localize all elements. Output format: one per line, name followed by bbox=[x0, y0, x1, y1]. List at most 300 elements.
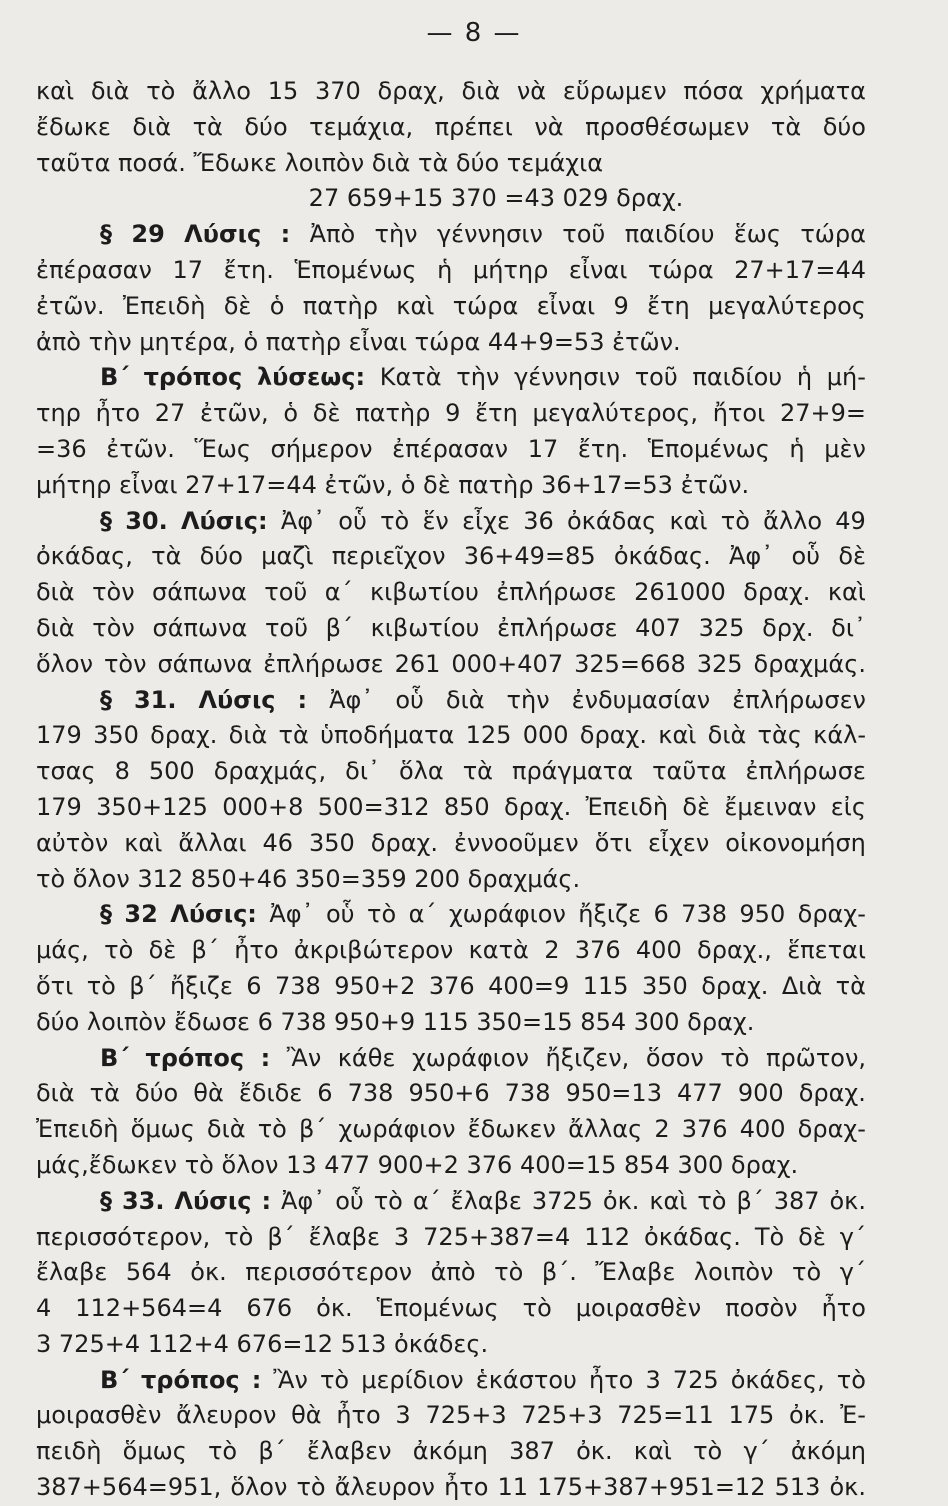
text-word: κιβωτίου bbox=[370, 613, 480, 642]
text-word: τὸ ὅλον 312 850+46 350=359 200 δραχμάς. bbox=[36, 864, 581, 893]
text-word: τὸ bbox=[86, 971, 116, 1000]
text-word: 3725 bbox=[531, 1186, 593, 1215]
section-heading-word: : bbox=[261, 1186, 272, 1215]
section-heading-word: Λύσις bbox=[174, 1186, 252, 1215]
text-word: 725+3 bbox=[425, 1401, 507, 1430]
text-word: τὸ bbox=[380, 506, 410, 535]
text-line bbox=[36, 1291, 866, 1327]
text-word: ὅτι bbox=[594, 828, 632, 857]
text-word: ἐπλήρωσε bbox=[497, 613, 618, 642]
text-word: ἕως bbox=[733, 220, 781, 249]
text-word: μήτηρ bbox=[472, 255, 549, 284]
text-word: 325 bbox=[696, 649, 743, 678]
text-word: 900 bbox=[737, 1079, 784, 1108]
text-word: κατὰ bbox=[468, 936, 529, 965]
text-word: 4 bbox=[36, 1294, 52, 1323]
text-line bbox=[36, 826, 866, 862]
text-word: β΄ bbox=[325, 613, 353, 642]
text-word: περισσότερον, bbox=[36, 1222, 211, 1251]
text-word: δύο bbox=[822, 112, 866, 141]
text-word: τὸ bbox=[104, 936, 134, 965]
text-word: εὕρωμεν bbox=[562, 77, 667, 105]
text-word: ἤξιζεν, bbox=[545, 1043, 630, 1072]
section-heading-word: § bbox=[100, 685, 112, 714]
text-word: τὰ bbox=[278, 721, 309, 750]
text-word: ἐτῶν. bbox=[36, 291, 105, 320]
text-word: 400 bbox=[635, 936, 682, 965]
text-word: τσας bbox=[36, 757, 96, 786]
text-word: 6 bbox=[317, 1079, 333, 1108]
text-word: τὸ bbox=[697, 1186, 727, 1215]
text-word: β΄ bbox=[258, 1437, 286, 1466]
text-word: οἰκονομήση bbox=[725, 828, 866, 857]
text-word: β΄ bbox=[736, 1186, 764, 1215]
text-word: θὰ bbox=[291, 1401, 322, 1430]
text-word: ἡ bbox=[789, 434, 805, 463]
text-word: 376 bbox=[681, 1115, 728, 1144]
text-word: 500=312 bbox=[317, 792, 430, 821]
text-word: 350 bbox=[309, 828, 355, 857]
text-word: 11 bbox=[497, 1473, 529, 1502]
text-word: Ἑπομένως bbox=[294, 255, 417, 284]
text-word: μάς, bbox=[36, 936, 89, 965]
text-word: προσθέσωμεν bbox=[585, 112, 750, 141]
text-word: ὀκ. bbox=[190, 1258, 227, 1287]
text-word: τὰ bbox=[89, 1079, 120, 1108]
text-word: δρχ. bbox=[762, 613, 814, 642]
section-heading-word: : bbox=[297, 685, 308, 714]
text-word: β΄ bbox=[267, 1222, 295, 1251]
text-word: νὰ bbox=[534, 112, 564, 141]
text-word: ὀκ. bbox=[576, 1437, 613, 1466]
text-word: τώρα bbox=[647, 255, 714, 284]
text-word: 27 659+15 370 =43 029 δραχ. bbox=[308, 184, 684, 213]
text-word: Τὸ bbox=[754, 1222, 785, 1251]
text-word: γ΄ bbox=[839, 1258, 866, 1287]
text-word: ἐπλήρωσε bbox=[745, 757, 866, 786]
section-heading-line bbox=[36, 897, 866, 933]
text-word: ἄλλαι bbox=[178, 828, 247, 857]
text-line bbox=[36, 1255, 866, 1291]
text-line bbox=[36, 754, 866, 790]
text-word: δραχμάς. bbox=[753, 649, 866, 678]
section-heading-line bbox=[36, 1184, 866, 1220]
text-word: 17 bbox=[172, 255, 204, 284]
text-word: ἔμειναν bbox=[724, 792, 817, 821]
section-heading-word: 29 bbox=[131, 220, 165, 249]
text-word: νὰ bbox=[516, 77, 547, 105]
text-word: οὗ bbox=[338, 506, 367, 535]
text-word: μοιρασθὲν bbox=[575, 1294, 702, 1323]
text-word: μεγαλύτερος, bbox=[532, 399, 698, 428]
text-word: Διὰ bbox=[781, 971, 823, 1000]
text-word: β΄ bbox=[298, 1115, 327, 1144]
section-heading-word: Β΄ bbox=[100, 1365, 129, 1394]
text-word: διὰ bbox=[461, 77, 501, 105]
text-word: μερίδιον bbox=[361, 1365, 464, 1394]
text-word: Ἀφ᾿ bbox=[728, 542, 774, 571]
text-word: δύο bbox=[199, 542, 243, 571]
text-word: θὰ bbox=[193, 1079, 224, 1108]
equation-line bbox=[36, 181, 866, 217]
text-word: 376 bbox=[574, 936, 621, 965]
section-heading-word: : bbox=[280, 220, 291, 249]
text-word: 950+6 bbox=[408, 1079, 490, 1108]
text-word: Κατὰ bbox=[379, 363, 442, 392]
text-word: ἔλαβε bbox=[36, 1258, 108, 1287]
text-line bbox=[36, 74, 866, 110]
text-word: ἦτο bbox=[444, 1473, 489, 1502]
text-line bbox=[36, 1220, 866, 1256]
text-word: μεγαλύτερος bbox=[708, 291, 866, 320]
text-word: Ἀφ᾿ bbox=[281, 1186, 326, 1215]
text-word: καὶ bbox=[633, 1437, 672, 1466]
text-word: χωράφιον bbox=[448, 900, 566, 929]
text-word: πατὴρ bbox=[302, 291, 378, 320]
text-word: 179 bbox=[36, 792, 82, 821]
text-word: ἔτη. bbox=[577, 434, 629, 463]
text-word: Ἕως bbox=[194, 434, 251, 463]
text-word: ὅσον bbox=[645, 1043, 704, 1072]
text-word: τὸν bbox=[92, 613, 135, 642]
text-word: 950 bbox=[739, 900, 786, 929]
text-word: ἔλαβεν bbox=[306, 1437, 392, 1466]
text-word: τεμάχια, bbox=[309, 112, 414, 141]
text-line bbox=[36, 110, 866, 146]
text-word: ἔλαβε bbox=[450, 1186, 522, 1215]
text-word: 6 bbox=[653, 900, 669, 929]
text-word: διὰ bbox=[206, 1115, 246, 1144]
text-word: τὸ bbox=[207, 1437, 238, 1466]
text-word: τὰ bbox=[151, 542, 182, 571]
text-line bbox=[36, 1148, 866, 1184]
text-line bbox=[36, 468, 866, 504]
text-word: ὅτι bbox=[36, 971, 74, 1000]
section-heading-word: : bbox=[251, 1365, 262, 1394]
text-word: τοῦ bbox=[634, 363, 678, 392]
text-word: γ΄ bbox=[743, 1437, 770, 1466]
text-word: δύο bbox=[244, 112, 288, 141]
text-word: σάπωνα bbox=[152, 578, 247, 607]
section-heading-line bbox=[36, 1363, 866, 1399]
text-word: Ἂν bbox=[286, 1043, 322, 1072]
text-word: περιεῖχον bbox=[331, 542, 446, 571]
text-word: 400 bbox=[739, 1115, 786, 1144]
text-word: τὰ bbox=[770, 112, 802, 141]
text-word: ὁ bbox=[283, 399, 299, 428]
text-word: πειδὴ bbox=[36, 1437, 102, 1466]
text-word: ἕν bbox=[422, 506, 449, 535]
text-line bbox=[36, 790, 866, 826]
text-word: ὀκάδας. bbox=[613, 542, 711, 571]
section-heading-word: Β΄ bbox=[100, 1043, 129, 1072]
text-word: δραχ. bbox=[150, 721, 218, 750]
text-word: ἀπὸ τὴν μητέρα, ὁ πατὴρ εἶναι τώρα 44+9=53 ἐτῶν. bbox=[36, 327, 681, 356]
text-word: Ἑπομένως bbox=[376, 1294, 499, 1323]
text-word: ὀκ. bbox=[316, 1294, 353, 1323]
text-word: 179 bbox=[36, 721, 82, 750]
text-line bbox=[36, 539, 866, 575]
text-word: τοῦ bbox=[562, 220, 606, 249]
text-word: β΄ bbox=[129, 971, 157, 1000]
text-line bbox=[36, 253, 866, 289]
text-word: 125 bbox=[465, 721, 512, 750]
text-line bbox=[36, 1112, 866, 1148]
text-word: οὗ bbox=[326, 900, 355, 929]
text-word: καὶ bbox=[124, 828, 163, 857]
text-word: ἄλλο bbox=[192, 77, 251, 105]
text-word: κάθε bbox=[337, 1043, 396, 1072]
text-line bbox=[36, 969, 866, 1005]
text-word: τὰ bbox=[192, 112, 223, 141]
text-word: ἦτο bbox=[336, 1401, 381, 1430]
text-word: 564 bbox=[125, 1258, 172, 1287]
text-word: Ἀπὸ bbox=[309, 220, 356, 249]
text-word: ἀκριβώτερον bbox=[293, 936, 454, 965]
text-word: εἶναι bbox=[536, 291, 596, 320]
text-word: τὸ bbox=[319, 1365, 350, 1394]
text-line bbox=[36, 289, 866, 325]
text-word: τὸ bbox=[224, 1222, 254, 1251]
text-word: τὰ bbox=[462, 757, 493, 786]
text-word: 500 bbox=[148, 757, 195, 786]
text-word: χωράφιον bbox=[411, 1043, 529, 1072]
text-word: οὗ bbox=[395, 685, 424, 714]
text-word: 000+8 bbox=[222, 792, 304, 821]
text-word: τὸ bbox=[522, 1294, 552, 1323]
text-word: τὸ bbox=[146, 77, 176, 105]
text-line bbox=[36, 432, 866, 468]
section-heading-word: § bbox=[100, 506, 112, 535]
text-word: ἄλλας bbox=[568, 1115, 643, 1144]
text-word: ἐπέρασαν bbox=[36, 255, 152, 284]
text-word: δραχμάς, bbox=[213, 757, 327, 786]
text-word: β΄ bbox=[191, 936, 219, 965]
text-word: 370 bbox=[315, 77, 361, 105]
text-word: μήτηρ εἶναι 27+17=44 ἐτῶν, ὁ δὲ πατὴρ 36+17=53 ἐτῶν. bbox=[36, 470, 750, 499]
text-word: δραχ- bbox=[797, 1115, 866, 1144]
section-heading-word: Β΄ bbox=[100, 363, 129, 392]
text-word: ὀκάδες, bbox=[730, 1365, 825, 1394]
text-word: δύο λοιπὸν ἔδωσε 6 738 950+9 115 350=15 854 300 δραχ. bbox=[36, 1007, 755, 1036]
text-word: δι᾿ bbox=[831, 613, 866, 642]
text-word: 9 bbox=[445, 399, 461, 428]
text-word: ὅμως bbox=[130, 1115, 195, 1144]
text-word: πόσα bbox=[683, 77, 744, 105]
text-word: ἐτῶν. bbox=[106, 434, 175, 463]
text-word: ὑποδήματα bbox=[320, 721, 455, 750]
text-word: 725+387=4 bbox=[423, 1222, 571, 1251]
text-word: δὲ bbox=[682, 792, 711, 821]
text-line bbox=[36, 611, 866, 647]
text-word: ἐπλήρωσε bbox=[496, 578, 617, 607]
text-word: ἄλευρον bbox=[334, 1473, 435, 1502]
text-line bbox=[36, 1434, 866, 1470]
text-word: 725=11 bbox=[617, 1401, 714, 1430]
text-word: δραχ, bbox=[377, 77, 445, 105]
text-line bbox=[36, 1005, 866, 1041]
text-word: ἔτη. bbox=[223, 255, 274, 284]
text-word: κιβωτίου bbox=[370, 578, 479, 607]
text-word: ἐπλήρωσε bbox=[263, 649, 384, 678]
text-word: ἀκόμη bbox=[790, 1437, 866, 1466]
section-heading-word: § bbox=[100, 1186, 112, 1215]
text-word: ὀκάδας bbox=[566, 506, 657, 535]
text-line bbox=[36, 647, 866, 683]
text-word: τὸ bbox=[494, 1258, 524, 1287]
text-line bbox=[36, 1470, 866, 1506]
text-word: 8 bbox=[114, 757, 130, 786]
text-word: τὸ bbox=[720, 506, 750, 535]
text-word: πράγματα bbox=[512, 757, 634, 786]
text-word: ὀκ. bbox=[829, 1473, 866, 1502]
text-word: καὶ bbox=[36, 77, 75, 105]
text-word: μὲν bbox=[824, 434, 866, 463]
text-word: Ἂν bbox=[273, 1365, 308, 1394]
section-heading-line bbox=[36, 360, 866, 396]
text-word: δραχ. bbox=[701, 971, 769, 1000]
text-word: 950+2 bbox=[334, 971, 416, 1000]
section-heading-line bbox=[36, 504, 866, 540]
section-heading-word: Λύσις: bbox=[170, 900, 257, 929]
text-word: 175 bbox=[728, 1401, 775, 1430]
text-word: Ἐ- bbox=[840, 1401, 866, 1430]
text-word: ἔτη bbox=[647, 291, 690, 320]
text-word: ποσὸν bbox=[725, 1294, 798, 1323]
text-word: ἐνδυμασίαν bbox=[571, 685, 711, 714]
text-word: ἀπὸ bbox=[430, 1258, 476, 1287]
text-word: 2 bbox=[654, 1115, 670, 1144]
text-word: δραχ., bbox=[697, 936, 772, 965]
text-word: Ἐπειδὴ bbox=[585, 792, 669, 821]
text-word: δύο bbox=[134, 1079, 179, 1108]
text-word: γέννησιν bbox=[436, 220, 543, 249]
text-word: Ἀφ᾿ bbox=[280, 506, 326, 535]
text-word: τὸ bbox=[720, 1043, 750, 1072]
section-heading-word: Λύσις: bbox=[180, 506, 268, 535]
text-word: 17 bbox=[527, 434, 559, 463]
text-word: τὰς bbox=[757, 721, 802, 750]
text-word: διὰ bbox=[36, 578, 75, 607]
section-heading-word: § bbox=[100, 220, 112, 249]
text-word: 350+125 bbox=[96, 792, 208, 821]
text-word: Ἐπειδὴ bbox=[122, 291, 206, 320]
text-word: τώρα bbox=[800, 220, 866, 249]
text-word: ἔδιδε bbox=[238, 1079, 303, 1108]
text-word: χρήματα bbox=[760, 77, 866, 105]
text-word: ἡ bbox=[796, 363, 813, 392]
text-word: 725 bbox=[672, 1365, 719, 1394]
text-word: τὴν bbox=[506, 685, 550, 714]
text-word: 387 bbox=[509, 1437, 555, 1466]
text-word: πατὴρ bbox=[355, 399, 431, 428]
text-word: 387+564=951, bbox=[36, 1473, 222, 1502]
text-word: δραχ. bbox=[798, 1079, 866, 1108]
text-line bbox=[36, 862, 866, 898]
text-word: καὶ bbox=[649, 1186, 688, 1215]
text-word: 513 bbox=[774, 1473, 821, 1502]
body-text bbox=[36, 74, 866, 1506]
text-word: πρῶτον, bbox=[766, 1043, 866, 1072]
text-word: σάπωνα bbox=[152, 613, 248, 642]
text-word: χωράφιον bbox=[338, 1115, 456, 1144]
text-word: ὀκάδας. bbox=[644, 1222, 741, 1251]
text-word: 261000 bbox=[634, 578, 726, 607]
section-heading-word: 32 bbox=[124, 900, 158, 929]
text-word: α΄ bbox=[412, 1186, 441, 1215]
text-line bbox=[36, 718, 866, 754]
text-word: διὰ bbox=[445, 685, 485, 714]
text-word: 325=668 bbox=[574, 649, 686, 678]
text-word: ἤξιζε bbox=[170, 971, 233, 1000]
text-word: 738 bbox=[504, 1079, 551, 1108]
text-word: 27+17=44 bbox=[734, 255, 866, 284]
section-heading-word: : bbox=[260, 1043, 271, 1072]
text-word: ἤξιζε bbox=[578, 900, 642, 929]
text-word: δραχ. bbox=[370, 828, 439, 857]
text-word: 2 bbox=[544, 936, 560, 965]
text-word: καὶ bbox=[396, 291, 435, 320]
text-word: ὁ bbox=[269, 291, 285, 320]
text-word: οὗ bbox=[335, 1186, 364, 1215]
text-line bbox=[36, 1327, 866, 1363]
text-word: 376 bbox=[428, 971, 475, 1000]
text-word: εἶχεν bbox=[647, 828, 710, 857]
text-word: σήμερον bbox=[270, 434, 373, 463]
section-heading-line bbox=[36, 217, 866, 253]
text-word: ἐννοοῦμεν bbox=[454, 828, 579, 857]
text-word: δι᾿ bbox=[345, 757, 380, 786]
text-word: 350 bbox=[641, 971, 688, 1000]
text-word: ἤτοι bbox=[712, 399, 766, 428]
text-word: δραχ. bbox=[504, 792, 572, 821]
page-number: — 8 — bbox=[426, 18, 522, 48]
text-word: 325 bbox=[698, 613, 745, 642]
text-word: ἦτο bbox=[589, 1365, 634, 1394]
text-word: 387 bbox=[773, 1186, 820, 1215]
text-word: 9 bbox=[613, 291, 629, 320]
text-word: διὰ bbox=[132, 112, 172, 141]
text-word: ἐτῶν, bbox=[200, 399, 269, 428]
text-word: καὶ bbox=[669, 506, 708, 535]
text-word: κάλ- bbox=[813, 721, 866, 750]
text-word: μαζὶ bbox=[261, 542, 314, 571]
text-word: ὀκ. bbox=[602, 1186, 640, 1215]
text-word: γ΄ bbox=[839, 1222, 866, 1251]
text-word: ἡ bbox=[437, 255, 453, 284]
text-word: μοιρασθὲν bbox=[36, 1401, 162, 1430]
text-word: 27+9= bbox=[779, 399, 866, 428]
section-heading-line bbox=[36, 683, 866, 719]
text-word: εἶναι bbox=[568, 255, 628, 284]
text-word: Ἀφ᾿ bbox=[329, 685, 374, 714]
text-word: διὰ bbox=[36, 613, 75, 642]
text-word: ἕπεται bbox=[787, 936, 866, 965]
text-word: διὰ bbox=[36, 1079, 75, 1108]
text-word: δὲ bbox=[798, 1222, 826, 1251]
text-word: καὶ bbox=[658, 721, 697, 750]
text-word: τὰ bbox=[835, 971, 866, 1000]
text-word: ὀκάδας, bbox=[36, 542, 133, 571]
text-word: δραχ. bbox=[743, 578, 811, 607]
text-line bbox=[36, 325, 866, 361]
text-word: παιδίου bbox=[692, 363, 783, 392]
text-word: τὸ bbox=[296, 1473, 326, 1502]
text-word: καὶ bbox=[827, 578, 866, 607]
text-word: 15 bbox=[267, 77, 299, 105]
text-word: τὸ bbox=[367, 900, 397, 929]
text-word: τὴν bbox=[374, 220, 418, 249]
